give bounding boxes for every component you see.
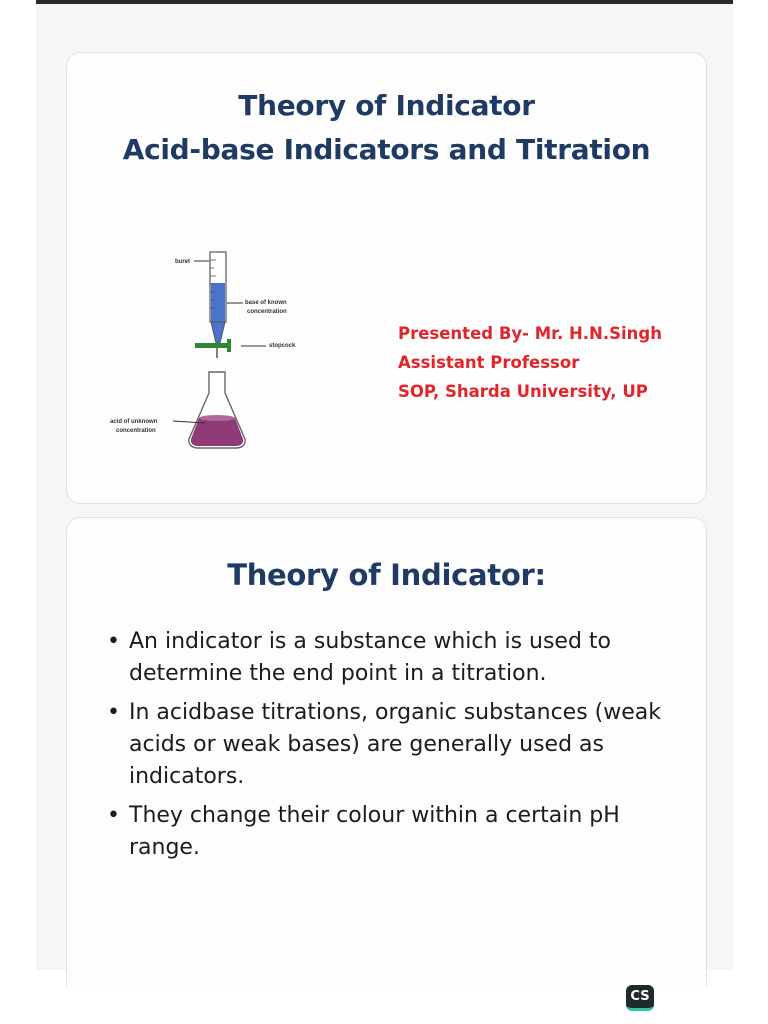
buret-tip (211, 322, 225, 343)
slide-title (66, 52, 707, 504)
stopcock-label: stopcock (269, 343, 296, 349)
presenter-info (398, 319, 662, 406)
presenter-role: Assistant Professor (398, 353, 580, 372)
acid-label-line2: concentration (116, 428, 156, 434)
buret-liquid (211, 283, 225, 322)
slide-title-line2: Acid-base Indicators and Titration (122, 133, 651, 166)
base-label-line2: concentration (247, 309, 287, 315)
buret-label: buret (175, 259, 190, 265)
titration-diagram (109, 243, 309, 458)
slide-title-line1: Theory of Indicator (238, 89, 535, 122)
bullet-item: • An indicator is a substance which is used to determine the end point in a titration. (107, 626, 687, 690)
base-label-line1: base of known (245, 300, 287, 306)
stopcock-icon (195, 343, 231, 348)
document-page (36, 4, 733, 970)
presenter-name: Presented By- Mr. H.N.Singh (398, 324, 662, 343)
bullet-item: • They change their colour within a certain pH range. (107, 800, 687, 864)
slide2-title: Theory of Indicator: (227, 558, 546, 592)
camscanner-logo: CS (626, 985, 654, 1011)
bullet-item: • In acidbase titrations, organic substances (weak acids or weak bases) are generally used as indicators. (107, 697, 687, 793)
acid-label-line1: acid of unknown (110, 419, 158, 425)
slide-theory (66, 517, 707, 987)
bullet-list (107, 626, 687, 871)
presenter-affiliation: SOP, Sharda University, UP (398, 382, 648, 401)
